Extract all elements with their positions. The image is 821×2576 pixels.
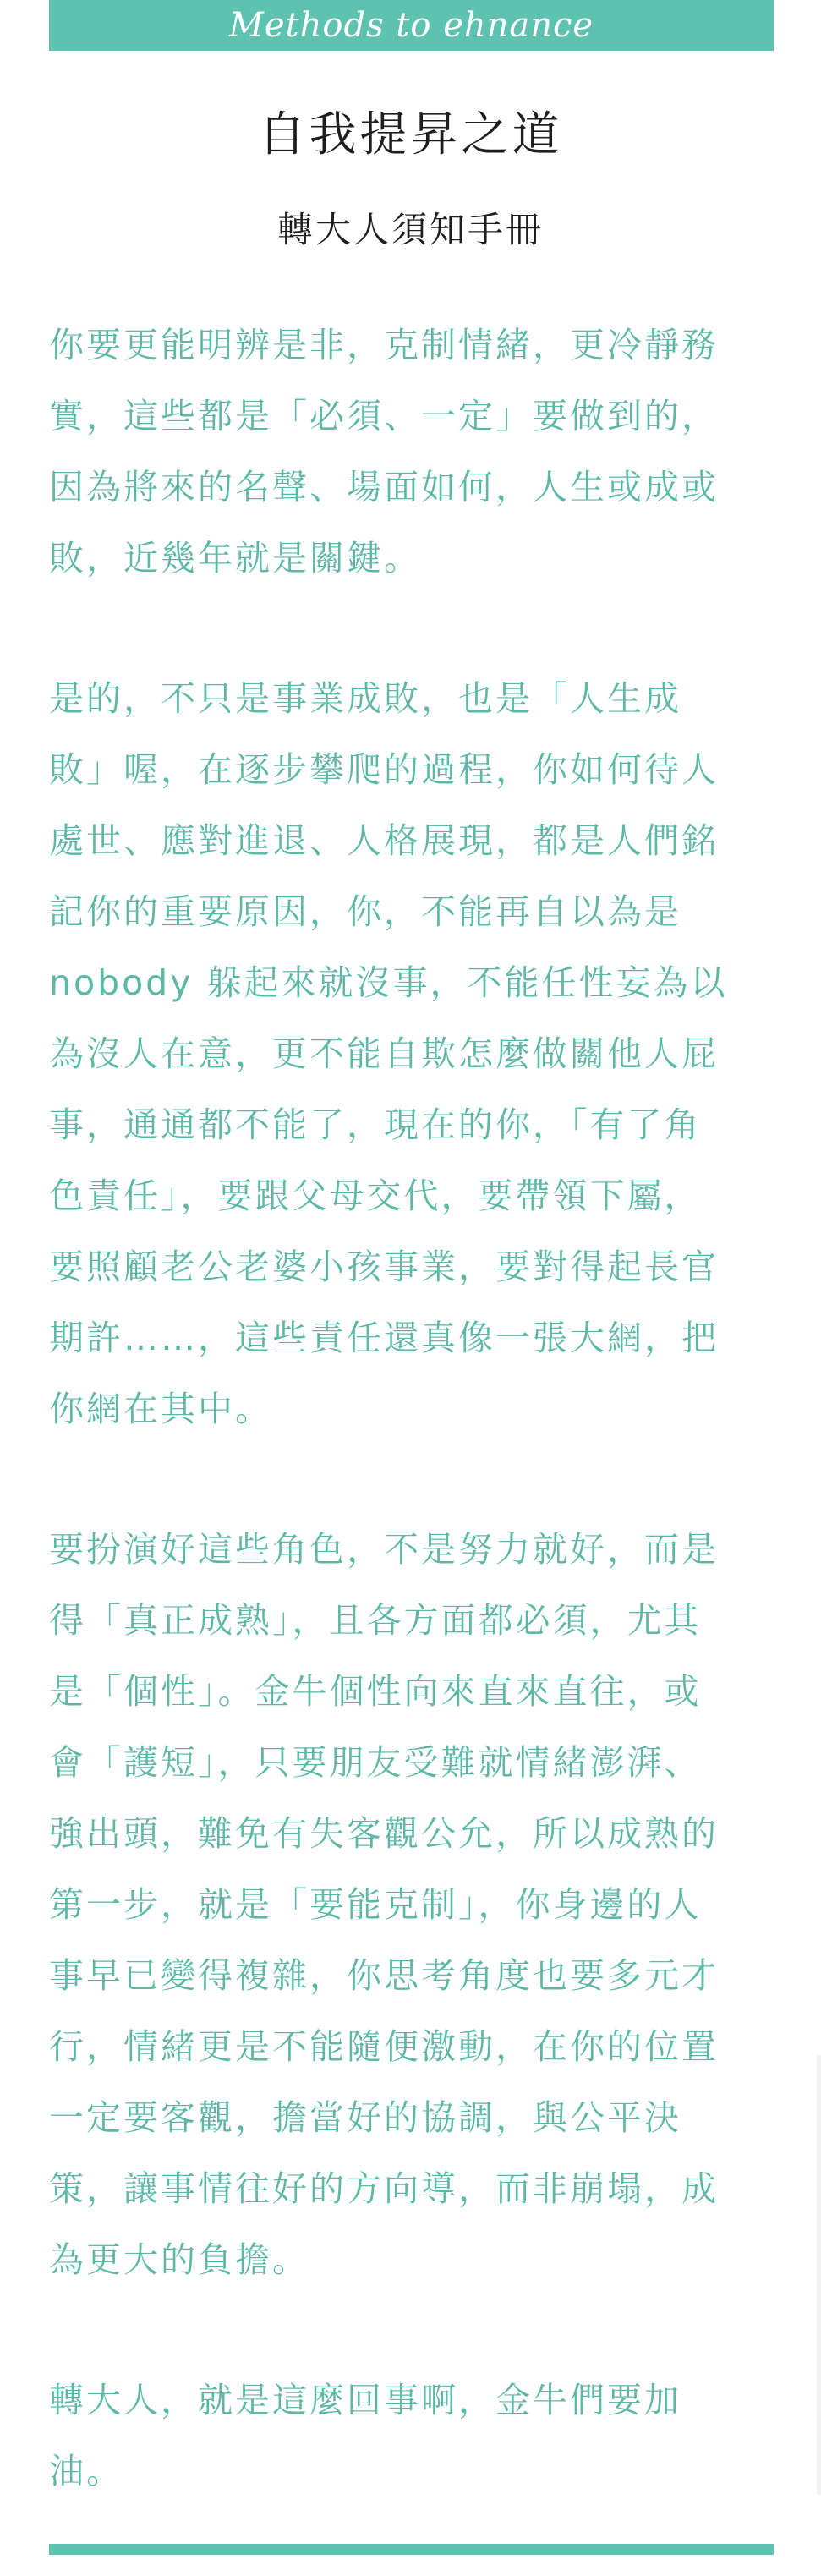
text-line: 為沒人在意，更不能自欺怎麼做關他人屁	[49, 1033, 719, 1074]
text-line: 油。	[49, 2451, 123, 2491]
text-line: 行，情緒更是不能隨便激動，在你的位置	[49, 2026, 719, 2067]
text-line: 強出頭，難免有失客觀公允，所以成熟的	[49, 1813, 719, 1854]
paragraph	[49, 2365, 774, 2507]
text-line: 敗，近幾年就是關鍵。	[49, 538, 421, 578]
text-line: 一定要客觀，擔當好的協調，與公平決	[49, 2097, 681, 2138]
text-line: 轉大人，就是這麼回事啊，金牛們要加	[49, 2380, 681, 2420]
text-line: 事早已變得複雜，你思考角度也要多元才	[49, 1955, 719, 1996]
text-line: 你要更能明辨是非，克制情緒，更冷靜務	[49, 325, 719, 365]
text-line: 是「個性」。金牛個性向來直來直往，或	[49, 1671, 702, 1712]
text-line: 期許……，這些責任還真像一張大網，把	[49, 1318, 719, 1358]
text-line: 第一步，就是「要能克制」，你身邊的人	[49, 1884, 702, 1925]
text-line: 敗」喔，在逐步攀爬的過程，你如何待人	[49, 749, 719, 790]
page-subtitle: 轉大人須知手冊	[276, 209, 544, 250]
text-line: 會「護短」，只要朋友受難就情緒澎湃、	[49, 1742, 702, 1783]
text-line: 事，通通都不能了，現在的你，「有了角	[49, 1104, 702, 1145]
footer-divider	[49, 2544, 774, 2555]
article-body	[49, 310, 774, 2576]
paragraph	[49, 310, 774, 594]
text-line: 要扮演好這些角色，不是努力就好，而是	[49, 1529, 719, 1570]
text-line: nobody 躲起來就沒事，不能任性妄為以	[49, 962, 728, 1003]
text-line: 為更大的負擔。	[49, 2239, 309, 2280]
paragraph	[49, 1514, 774, 2295]
text-line: 實，這些都是「必須、一定」要做到的，	[49, 396, 719, 436]
text-line: 得「真正成熟」，且各方面都必須，尤其	[49, 1600, 702, 1641]
text-line: 記你的重要原因，你，不能再自以為是	[49, 891, 681, 932]
header-banner	[49, 0, 774, 51]
banner-text: Methods to ehnance	[228, 6, 594, 45]
text-line: 因為將來的名聲、場面如何，人生或成或	[49, 467, 719, 507]
text-line: 要照顧老公老婆小孩事業，要對得起長官	[49, 1247, 719, 1287]
text-line: 你網在其中。	[49, 1389, 272, 1429]
text-line: 策，讓事情往好的方向導，而非崩塌，成	[49, 2168, 719, 2209]
scrollbar[interactable]	[817, 2055, 821, 2495]
text-line: 是的，不只是事業成敗，也是「人生成	[49, 678, 681, 719]
page-title: 自我提昇之道	[258, 107, 563, 162]
text-line: 色責任」，要跟父母交代，要帶領下屬，	[49, 1176, 702, 1216]
text-line: 處世、應對進退、人格展現，都是人們銘	[49, 820, 719, 861]
paragraph	[49, 663, 774, 1444]
